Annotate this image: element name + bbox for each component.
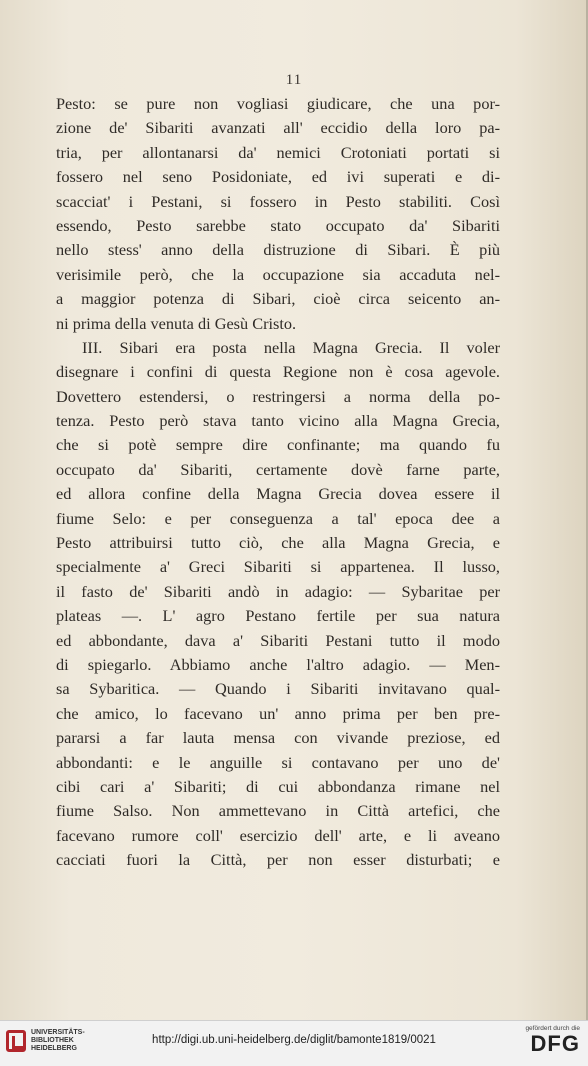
text-line: III. Sibari era posta nella Magna Grecia. Il voler bbox=[82, 337, 500, 357]
text-line: zione de' Sibariti avanzati all' eccidio della loro pa- bbox=[56, 118, 500, 138]
text-line: verisimile però, che la occupazione sia accaduta nel- bbox=[56, 264, 500, 284]
text-line: ed allora confine della Magna Grecia dovea essere il bbox=[56, 484, 500, 504]
text-line: pararsi a far lauta mensa con vivande preziose, ed bbox=[56, 728, 500, 748]
text-line: essendo, Pesto sarebbe stato occupato da' Sibariti bbox=[56, 215, 500, 235]
logo-text-line: UNIVERSITÄTS- bbox=[31, 1029, 85, 1036]
text-line: fiume Selo: e per conseguenza a tal' epoca dee a bbox=[56, 508, 500, 528]
text-line: scacciat' i Pestani, si fossero in Pesto stabiliti. Così bbox=[56, 191, 500, 211]
dfg-wordmark: DFG bbox=[530, 1031, 580, 1056]
text-line: ni prima della venuta di Gesù Cristo. bbox=[56, 313, 297, 333]
text-line: di spiegarlo. Abbiamo anche l'altro adagio. — Men- bbox=[56, 654, 500, 674]
text-line: cibi cari a' Sibariti; di cui abbondanza rimane nel bbox=[56, 776, 500, 796]
text-line: Pesto attribuirsi tutto ciò, che alla Magna Grecia, e bbox=[56, 533, 500, 553]
text-line: Dovettero estendersi, o restringersi a norma della po- bbox=[56, 386, 500, 406]
text-line: tenza. Pesto però stava tanto vicino alla Magna Grecia, bbox=[56, 411, 500, 431]
text-line: sa Sybaritica. — Quando i Sibariti invitavano qual- bbox=[56, 679, 500, 699]
text-line: che amico, lo facevano un' anno prima per ben pre- bbox=[56, 703, 500, 723]
text-line: plateas —. L' agro Pestano fertile per sua natura bbox=[56, 606, 500, 626]
text-line: nello stess' anno della distruzione di Sibari. È più bbox=[56, 240, 500, 260]
text-line: occupato da' Sibariti, certamente dovè farne parte, bbox=[56, 459, 500, 479]
logo-text-line: BIBLIOTHEK bbox=[31, 1037, 74, 1044]
page-number: 11 bbox=[285, 72, 303, 88]
text-line: abbondanti: e le anguille si contavano per uno de' bbox=[56, 752, 500, 772]
text-line: a maggior potenza di Sibari, cioè circa seicento an- bbox=[56, 289, 500, 309]
text-line: facevano rumore coll' esercizio dell' arte, e li aveano bbox=[56, 825, 500, 845]
text-line: cacciati fuori la Città, per non esser disturbati; e bbox=[56, 850, 500, 870]
logo-text-line: HEIDELBERG bbox=[31, 1045, 77, 1052]
text-line: tria, per allontanarsi da' nemici Crotoniati portati si bbox=[56, 142, 500, 162]
text-line: fiume Salso. Non ammettevano in Città artefici, che bbox=[56, 801, 500, 821]
text-line: Pesto: se pure non vogliasi giudicare, che una por- bbox=[56, 94, 500, 113]
text-line: che si potè sempre dire confinante; ma quando fu bbox=[56, 435, 500, 455]
text-line: disegnare i confini di questa Regione non è cosa agevole. bbox=[56, 362, 500, 382]
text-line: fossero nel seno Posidoniate, ed ivi superati e di- bbox=[56, 167, 500, 187]
viewer-footer bbox=[0, 1020, 588, 1066]
page-text bbox=[56, 92, 500, 873]
text-line: specialmente a' Greci Sibariti si appartenea. Il lusso, bbox=[56, 557, 500, 577]
funded-by-label: gefördert durch die bbox=[525, 1025, 580, 1032]
text-line: ed abbondante, dava a' Sibariti Pestani tutto il modo bbox=[56, 630, 500, 650]
text-line: il fasto de' Sibariti andò in adagio: — Sybaritae per bbox=[56, 581, 500, 601]
permalink-url[interactable]: http://digi.ub.uni-heidelberg.de/diglit/bamonte1819/0021 bbox=[152, 1034, 436, 1046]
dfg-logo[interactable] bbox=[525, 1025, 580, 1056]
